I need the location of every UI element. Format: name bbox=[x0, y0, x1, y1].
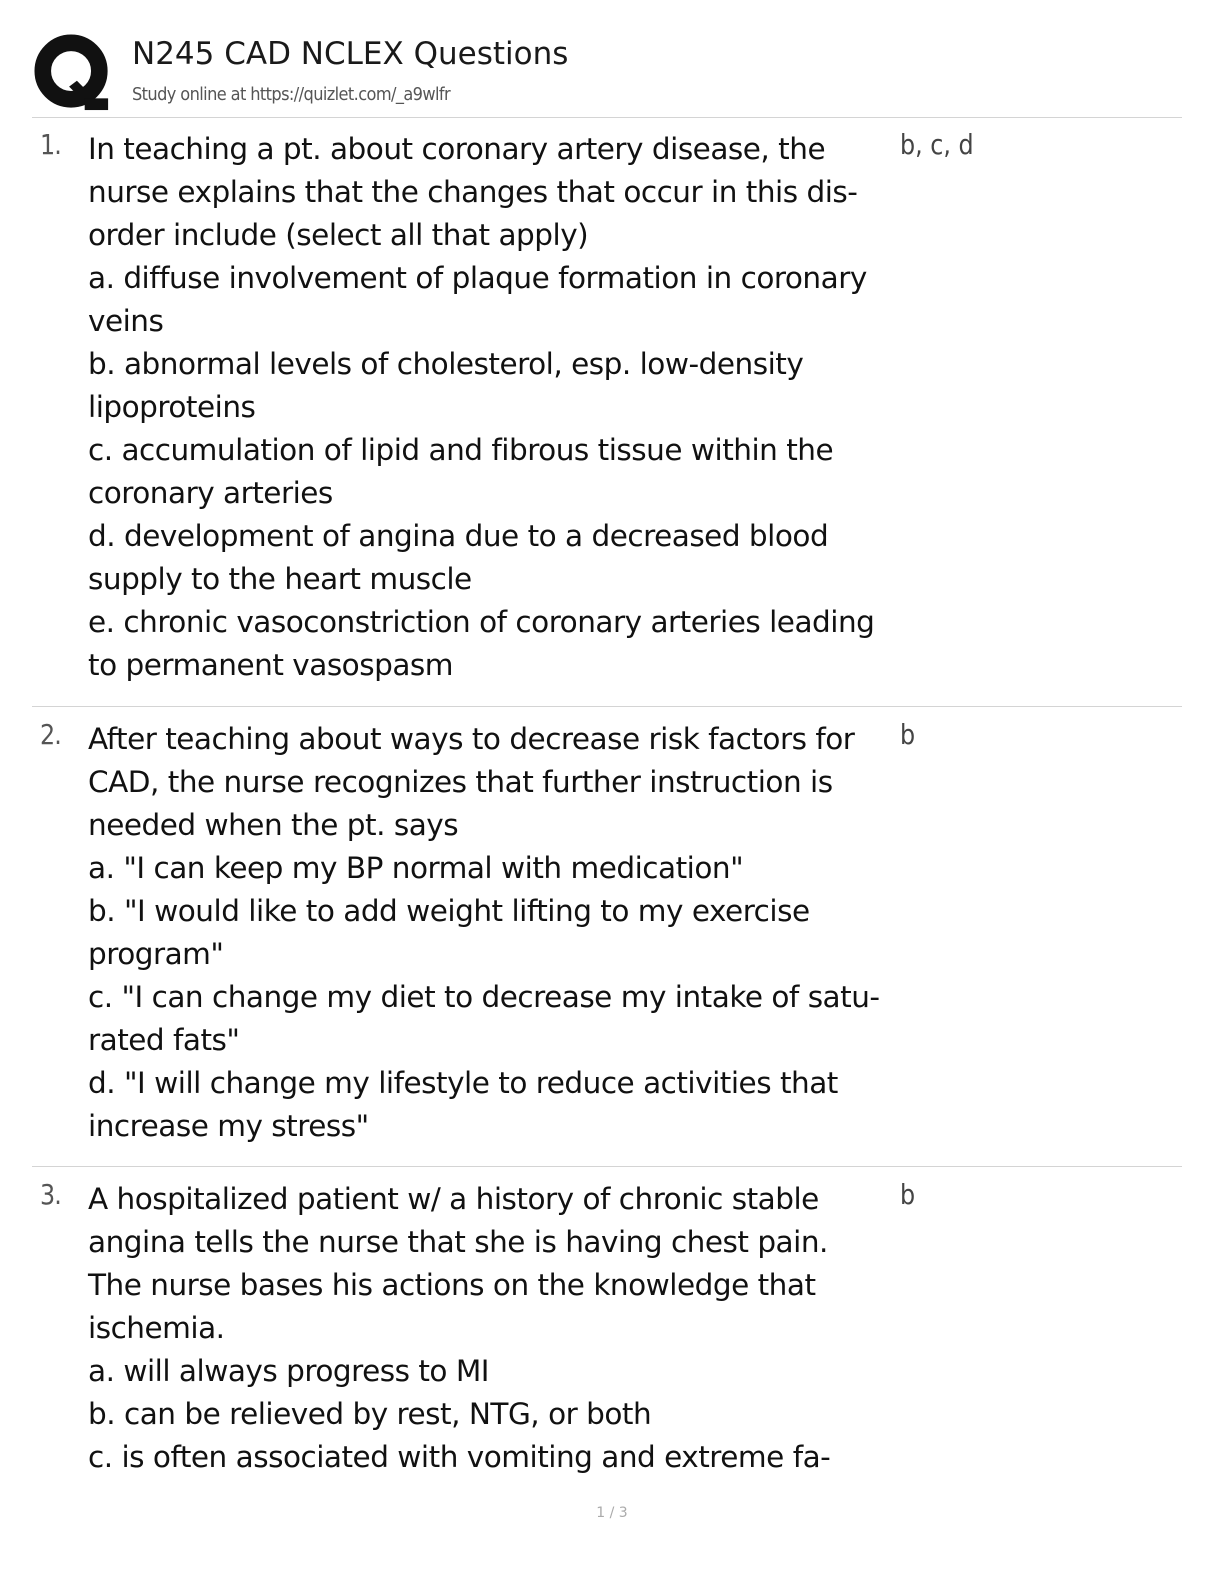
card-divider bbox=[32, 706, 1182, 707]
question-line: After teaching about ways to decrease risk factors for bbox=[88, 722, 855, 756]
card-answer: b bbox=[900, 718, 916, 751]
card-question bbox=[88, 1178, 893, 1479]
card-number: 2. bbox=[40, 718, 62, 751]
question-line: nurse explains that the changes that occur in this dis- bbox=[88, 175, 858, 209]
question-line: increase my stress" bbox=[88, 1109, 369, 1143]
question-line: a. will always progress to MI bbox=[88, 1354, 489, 1388]
question-line: angina tells the nurse that she is having chest pain. bbox=[88, 1225, 828, 1259]
card-number: 1. bbox=[40, 128, 62, 161]
header-divider bbox=[32, 117, 1182, 118]
question-line: b. "I would like to add weight lifting to my exercise bbox=[88, 894, 810, 928]
question-line: e. chronic vasoconstriction of coronary arteries leading bbox=[88, 605, 875, 639]
card-number: 3. bbox=[40, 1178, 62, 1211]
question-line: a. diffuse involvement of plaque formation in coronary bbox=[88, 261, 867, 295]
card-divider bbox=[32, 1166, 1182, 1167]
question-line: d. development of angina due to a decreased blood bbox=[88, 519, 829, 553]
card-answer: b bbox=[900, 1178, 916, 1211]
question-line: veins bbox=[88, 304, 164, 338]
question-line: c. is often associated with vomiting and extreme fa- bbox=[88, 1440, 831, 1474]
question-line: c. "I can change my diet to decrease my intake of satu- bbox=[88, 980, 880, 1014]
question-line: program" bbox=[88, 937, 224, 971]
question-line: CAD, the nurse recognizes that further instruction is bbox=[88, 765, 833, 799]
question-line: c. accumulation of lipid and fibrous tissue within the bbox=[88, 433, 834, 467]
card-answer: b, c, d bbox=[900, 128, 974, 161]
question-line: needed when the pt. says bbox=[88, 808, 459, 842]
question-line: lipoproteins bbox=[88, 390, 256, 424]
question-line: coronary arteries bbox=[88, 476, 333, 510]
page-number: 1 / 3 bbox=[596, 1505, 628, 1521]
question-line: The nurse bases his actions on the knowledge that bbox=[88, 1268, 816, 1302]
study-online-link[interactable]: Study online at https://quizlet.com/_a9wlfr bbox=[132, 84, 451, 105]
quizlet-logo-icon bbox=[34, 34, 112, 112]
card-question bbox=[88, 128, 893, 687]
question-line: ischemia. bbox=[88, 1311, 225, 1345]
question-line: b. can be relieved by rest, NTG, or both bbox=[88, 1397, 652, 1431]
question-line: rated fats" bbox=[88, 1023, 240, 1057]
page-title: N245 CAD NCLEX Questions bbox=[132, 36, 569, 72]
question-line: supply to the heart muscle bbox=[88, 562, 472, 596]
question-line: b. abnormal levels of cholesterol, esp. low-density bbox=[88, 347, 804, 381]
question-line: In teaching a pt. about coronary artery disease, the bbox=[88, 132, 826, 166]
question-line: a. "I can keep my BP normal with medication" bbox=[88, 851, 744, 885]
card-question bbox=[88, 718, 893, 1148]
question-line: order include (select all that apply) bbox=[88, 218, 589, 252]
question-line: d. "I will change my lifestyle to reduce activities that bbox=[88, 1066, 838, 1100]
question-line: to permanent vasospasm bbox=[88, 648, 454, 682]
question-line: A hospitalized patient w/ a history of chronic stable bbox=[88, 1182, 819, 1216]
